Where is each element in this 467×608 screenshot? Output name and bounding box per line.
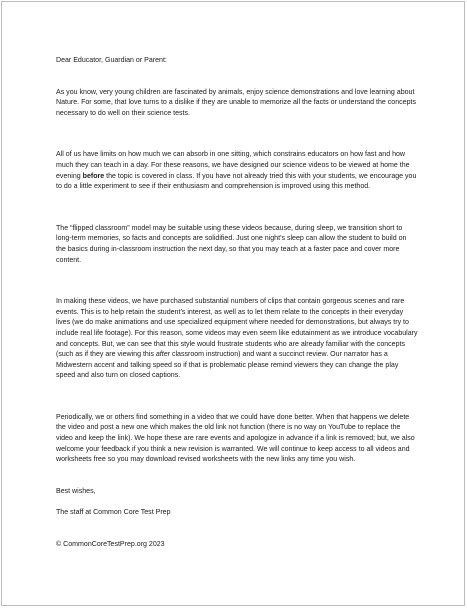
paragraph-2 xyxy=(56,150,418,192)
emphasis-before: before xyxy=(82,172,105,180)
paragraph-4-part-a: In making these videos, we have purchased substantial numbers of clips that contain gorgeous scenes and rare events. This is to help retain the student’s interest, as well as to let them relate to the concepts in their everyday lives (we do make animations and use specialized equipment where needed for demonstrations, but always try to include real life footage). For this reason, some videos may even seem like edutainment as we introduce vocabulary and concepts. But, we can see that this style would frustrate students who are already familiar with the concepts (such as if they are viewing this xyxy=(56,298,418,359)
paragraph-2-part-a: All of us have limits on how much we can absorb in one sitting, which constrains educators on how fast and how much they can teach in a day. For these reasons, we have designed our science videos to be viewed at home the evening xyxy=(56,151,410,180)
emphasis-after: after xyxy=(155,351,170,359)
copyright: © CommonCoreTestPrep.org 2023 xyxy=(56,541,165,549)
closing: Best wishes, xyxy=(56,487,96,495)
paragraph-4-part-b: classroom instruction) and want a succinct review. Our narrator has a Midwestern accent and talking speed so if that is problematic please remind viewers they can change the play speed and also turn on closed captions. xyxy=(56,351,399,380)
paragraph-3: The “flipped classroom” model may be suitable using these videos because, during sleep, we transition short to long-term memories, so facts and concepts are solidified. Just one night’s sleep can allow the student to build on the basics during in-classroom instruction the next day, so that you may teach at a faster pace and cover more content. xyxy=(56,224,407,264)
paragraph-1: As you know, very young children are fascinated by animals, enjoy science demonstrations and love learning about Nature. For some, that love turns to a dislike if they are unable to memorize all the facts or understand the concepts necessary to do well on their science tests. xyxy=(56,88,416,117)
paragraph-2-part-b: the topic is covered in class. If you have not already tried this with your students, we encourage you to do a little experiment to see if their enthusiasm and comprehension is improved using this method. xyxy=(56,172,417,191)
salutation: Dear Educator, Guardian or Parent: xyxy=(56,57,167,64)
paragraph-4 xyxy=(56,297,418,382)
letter-body xyxy=(56,56,418,551)
signature: The staff at Common Core Test Prep xyxy=(56,509,171,517)
paragraph-5: Periodically, we or others find something in a video that we could have done better. When that happens we delete the video and post a new one which makes the old link not function (there is no way on YouTube to replace the video and keep the link). We hope these are rare events and apologize in advance if a link is removed; but, we also welcome your feedback if you think a new revision is warranted. We will continue to keep access to all videos and worksheets free so you may download revised worksheets with the new links any time you wish. xyxy=(56,413,415,464)
